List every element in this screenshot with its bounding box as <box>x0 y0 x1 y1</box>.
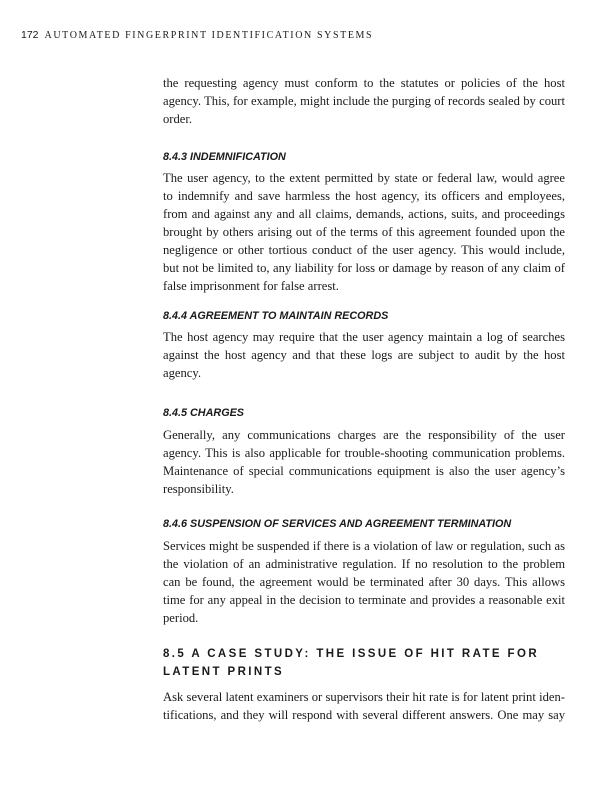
paragraph-charges <box>163 426 565 498</box>
text-line: Maintenance of special communications equipment is also the user agency’s <box>163 464 565 478</box>
page-number: 172 <box>21 29 39 41</box>
text-line: false imprisonment for false arrest. <box>163 279 339 293</box>
heading-8-5-line: LATENT PRINTS <box>163 666 285 678</box>
text-line: Services might be suspended if there is a violation of law or regulation, such as <box>163 539 565 553</box>
text-line: The host agency may require that the user agency maintain a log of searches <box>163 330 565 344</box>
text-line: Generally, any communications charges are the responsibility of the user <box>163 428 565 442</box>
heading-8-4-4: 8.4.4 AGREEMENT TO MAINTAIN RECORDS <box>163 310 389 322</box>
text-line: agency. <box>163 366 201 380</box>
text-line: against the host agency and that these logs are subject to audit by the host <box>163 348 565 362</box>
text-line: from and against any and all claims, demands, actions, suits, and proceedings <box>163 207 565 221</box>
text-line: agency. This, for example, might include the purging of records sealed by court <box>163 94 565 108</box>
text-line: the violation of an administrative regulation. If no resolution to the problem <box>163 557 565 571</box>
text-line: order. <box>163 112 193 126</box>
paragraph-suspension <box>163 537 565 627</box>
text-line: negligence or other tortious conduct of the user agency. This would include, <box>163 243 565 257</box>
heading-8-4-3: 8.4.3 INDEMNIFICATION <box>163 151 286 163</box>
paragraph-indemnification <box>163 169 565 295</box>
text-line: The user agency, to the extent permitted by state or federal law, would agree <box>163 171 565 185</box>
heading-8-5-line: 8.5 A CASE STUDY: THE ISSUE OF HIT RATE FOR <box>163 648 540 660</box>
text-line: to indemnify and save harmless the host agency, its officers and employees, <box>163 189 565 203</box>
text-line: can be found, the agreement would be terminated after 30 days. This allows <box>163 575 565 589</box>
paragraph-case-study <box>163 688 565 724</box>
text-line: Ask several latent examiners or supervisors their hit rate is for latent print iden- <box>163 690 565 704</box>
running-head <box>21 29 373 41</box>
heading-8-4-6: 8.4.6 SUSPENSION OF SERVICES AND AGREEMENT TERMINATION <box>163 518 512 530</box>
running-head-title: AUTOMATED FINGERPRINT IDENTIFICATION SYSTEMS <box>44 30 374 41</box>
text-line: the requesting agency must conform to the statutes or policies of the host <box>163 76 565 90</box>
text-line: but not be limited to, any liability for loss or damage by reason of any claim of <box>163 261 565 275</box>
text-line: tifications, and they will respond with several different answers. One may say <box>163 708 565 722</box>
heading-8-4-5: 8.4.5 CHARGES <box>163 407 245 419</box>
paragraph-continued <box>163 74 565 128</box>
text-line: agency. This is also applicable for trouble-shooting communication problems. <box>163 446 565 460</box>
text-line: brought by others arising out of the terms of this agreement founded upon the <box>163 225 565 239</box>
text-line: period. <box>163 611 199 625</box>
heading-8-5 <box>163 645 565 681</box>
paragraph-records <box>163 328 565 382</box>
text-line: responsibility. <box>163 482 234 496</box>
text-line: time for any appeal in the decision to terminate and provides a reasonable exit <box>163 593 565 607</box>
